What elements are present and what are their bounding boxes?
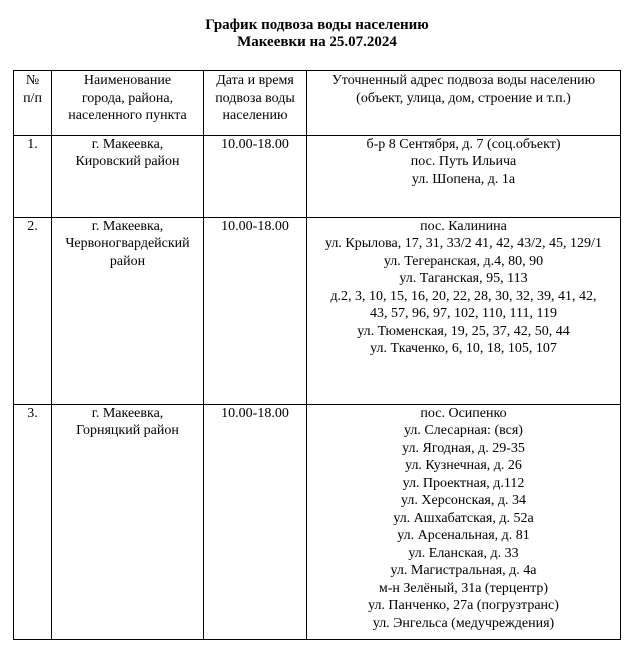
address-line: ул. Ашхабатская, д. 52а	[393, 510, 534, 526]
address-line: ул. Проектная, д.112	[402, 475, 525, 491]
water-schedule-table	[13, 70, 621, 640]
city-line: г. Макеевка,	[91, 218, 164, 234]
city-line: г. Макеевка,	[91, 136, 164, 152]
row-number: 3.	[14, 404, 52, 639]
city-line: район	[109, 253, 146, 269]
address-line: ул. Крылова, 17, 31, 33/2 41, 42, 43/2, 45, 129/1	[325, 236, 602, 251]
address-line: ул. Энгельса (медучреждения)	[372, 615, 555, 631]
address-line: ул. Таганская, 95, 113	[399, 271, 528, 286]
header-address	[307, 71, 621, 136]
address-line: ул. Магистральная, д. 4а	[390, 563, 537, 578]
row-time: 10.00-18.00	[204, 404, 307, 639]
address-line: ул. Ягодная, д. 29-35	[402, 440, 525, 456]
address-line: ул. Тегеранская, д.4, 80, 90	[383, 253, 544, 269]
address-line: м-н Зелёный, 31а (терцентр)	[378, 580, 549, 596]
row-time: 10.00-18.00	[204, 217, 307, 404]
address-line: 43, 57, 96, 97, 102, 110, 111, 119	[370, 306, 557, 321]
header-city-line: населенного пункта	[68, 108, 187, 123]
table-row	[14, 135, 621, 217]
header-time-line: Дата и время	[216, 73, 294, 88]
header-city-line: Наименование	[83, 73, 172, 88]
row-city	[52, 217, 204, 404]
address-line: ул. Еланская, д. 33	[408, 545, 519, 561]
row-address	[307, 217, 621, 404]
row-number: 2.	[14, 217, 52, 404]
address-line: ул. Арсенальная, д. 81	[397, 528, 530, 543]
row-address	[307, 135, 621, 217]
city-line: Кировский район	[75, 154, 180, 169]
row-time: 10.00-18.00	[204, 135, 307, 217]
city-line: Червоногвардейский	[65, 236, 190, 251]
header-time	[204, 71, 307, 136]
city-line: Горняцкий район	[76, 423, 179, 438]
header-city	[52, 71, 204, 136]
address-line: ул. Кузнечная, д. 26	[405, 458, 522, 473]
table-row	[14, 404, 621, 639]
header-city-line: города, района,	[81, 90, 174, 106]
address-line: ул. Тюменская, 19, 25, 37, 42, 50, 44	[357, 323, 570, 339]
header-time-line: населению	[222, 108, 288, 123]
row-number: 1.	[14, 135, 52, 217]
address-line: ул. Херсонская, д. 34	[401, 493, 526, 508]
address-line: ул. Слесарная: (вся)	[404, 423, 523, 438]
address-line: д.2, 3, 10, 15, 16, 20, 22, 28, 30, 32, 39, 41, 42,	[330, 288, 597, 304]
address-line: пос. Путь Ильича	[410, 154, 517, 169]
header-number	[14, 71, 52, 136]
header-number-line: №	[25, 73, 40, 88]
row-address	[307, 404, 621, 639]
header-time-line: подвоза воды	[215, 90, 295, 106]
row-city	[52, 135, 204, 217]
document-title	[0, 17, 634, 51]
city-line: г. Макеевка,	[91, 405, 164, 421]
header-number-line: п/п	[23, 90, 42, 106]
address-line: пос. Калинина	[420, 218, 507, 234]
address-line: ул. Шопена, д. 1а	[411, 171, 516, 187]
address-line: ул. Ткаченко, 6, 10, 18, 105, 107	[370, 341, 557, 356]
address-line: пос. Осипенко	[420, 405, 507, 421]
address-line: б-р 8 Сентября, д. 7 (соц.объект)	[366, 136, 561, 152]
row-city	[52, 404, 204, 639]
header-address-line: Уточненный адрес подвоза воды населению	[331, 73, 596, 88]
header-address-line: (объект, улица, дом, строение и т.п.)	[356, 90, 571, 106]
address-line: ул. Панченко, 27а (погрузтранс)	[368, 598, 559, 613]
title-line-2: Макеевки на 25.07.2024	[237, 34, 397, 50]
table-header-row	[14, 71, 621, 136]
table-row	[14, 217, 621, 404]
title-line-1: График подвоза воды населению	[205, 17, 429, 33]
